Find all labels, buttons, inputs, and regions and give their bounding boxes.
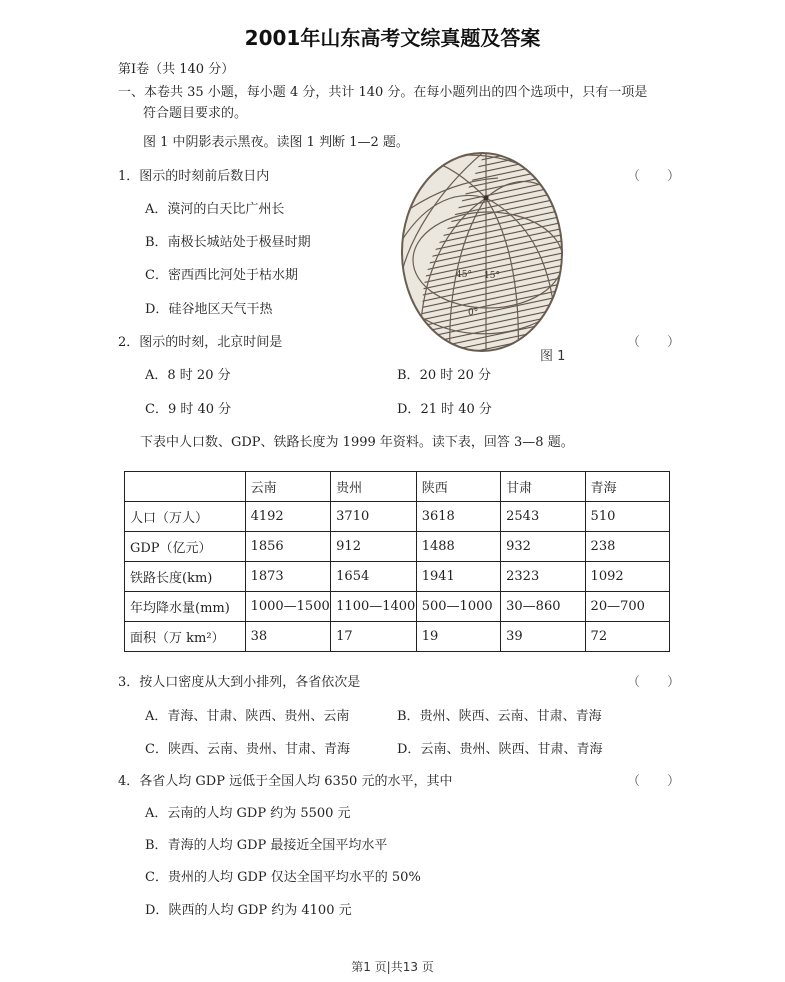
document-title: 2001年山东高考文综真题及答案	[244, 26, 541, 50]
option-2d: D．21 时 40 分	[397, 402, 492, 417]
question-3: 3．按人口密度从大到小排列，各省依次是	[118, 675, 361, 690]
question-text: 图示的时刻前后数日内	[139, 169, 270, 184]
label-45: 45°	[456, 270, 472, 280]
figure-caption: 图 1	[540, 349, 566, 364]
option-1a: A．漠河的白天比广州长	[145, 202, 285, 217]
question-2: 2．图示的时刻，北京时间是	[118, 335, 283, 350]
option-4c: C．贵州的人均 GDP 仅达全国平均水平的 50%	[145, 870, 421, 885]
answer-bracket-4[interactable]: （ ）	[627, 774, 681, 789]
section-header: 第Ⅰ卷（共 140 分）	[118, 62, 235, 77]
answer-bracket-3[interactable]: （ ）	[627, 675, 681, 690]
option-3c: C．陕西、云南、贵州、甘肃、青海	[145, 742, 350, 757]
header-cell: 青海	[585, 472, 669, 502]
option-3a: A．青海、甘肃、陕西、贵州、云南	[145, 709, 350, 724]
header-cell: 云南	[245, 472, 331, 502]
figure-intro: 图 1 中阴影表示黑夜。读图 1 判断 1—2 题。	[143, 135, 409, 150]
option-1c: C．密西西比河处于枯水期	[145, 268, 298, 283]
option-4b: B．青海的人均 GDP 最接近全国平均水平	[145, 838, 388, 853]
question-4: 4．各省人均 GDP 远低于全国人均 6350 元的水平，其中	[118, 774, 453, 789]
table-row: 人口（万人） 4192 3710 3618 2543 510	[125, 502, 670, 532]
page-footer: 第1 页|共13 页	[351, 960, 434, 974]
option-4d: D．陕西的人均 GDP 约为 4100 元	[145, 903, 352, 918]
instruction-line-2: 符合题目要求的。	[143, 106, 248, 121]
question-1	[118, 165, 269, 184]
table-row: 面积（万 km²） 38 17 19 39 72	[125, 622, 670, 652]
table-header-row	[125, 472, 670, 502]
header-cell: 贵州	[331, 472, 417, 502]
question-number: 1．	[118, 169, 140, 184]
answer-bracket-2[interactable]: （ ）	[627, 335, 681, 350]
option-2c: C．9 时 40 分	[145, 402, 232, 417]
table-row: 年均降水量(mm) 1000—1500 1100—1400 500—1000 30—860 20—700	[125, 592, 670, 622]
header-cell: 甘肃	[501, 472, 585, 502]
table-intro: 下表中人口数、GDP、铁路长度为 1999 年资料。读下表，回答 3—8 题。	[140, 435, 574, 450]
label-15: 15°	[484, 271, 500, 281]
answer-bracket-1[interactable]: （ ）	[627, 169, 681, 184]
option-2a: A．8 时 20 分	[145, 368, 231, 383]
instruction-line-1: 一、本卷共 35 小题，每小题 4 分，共计 140 分。在每小题列出的四个选项中，只有一项是	[118, 85, 648, 100]
header-cell: 陕西	[416, 472, 500, 502]
label-0: 0°	[468, 308, 479, 318]
option-3d: D．云南、贵州、陕西、甘肃、青海	[397, 742, 603, 757]
globe-figure	[398, 150, 578, 355]
option-3b: B．贵州、陕西、云南、甘肃、青海	[397, 709, 602, 724]
table-row: GDP（亿元） 1856 912 1488 932 238	[125, 532, 670, 562]
table-row: 铁路长度(km) 1873 1654 1941 2323 1092	[125, 562, 670, 592]
option-1b: B．南极长城站处于极昼时期	[145, 235, 311, 250]
option-1d: D．硅谷地区天气干热	[145, 302, 273, 317]
option-2b: B．20 时 20 分	[397, 368, 492, 383]
option-4a: A．云南的人均 GDP 约为 5500 元	[145, 806, 351, 821]
province-data-table	[124, 471, 670, 652]
